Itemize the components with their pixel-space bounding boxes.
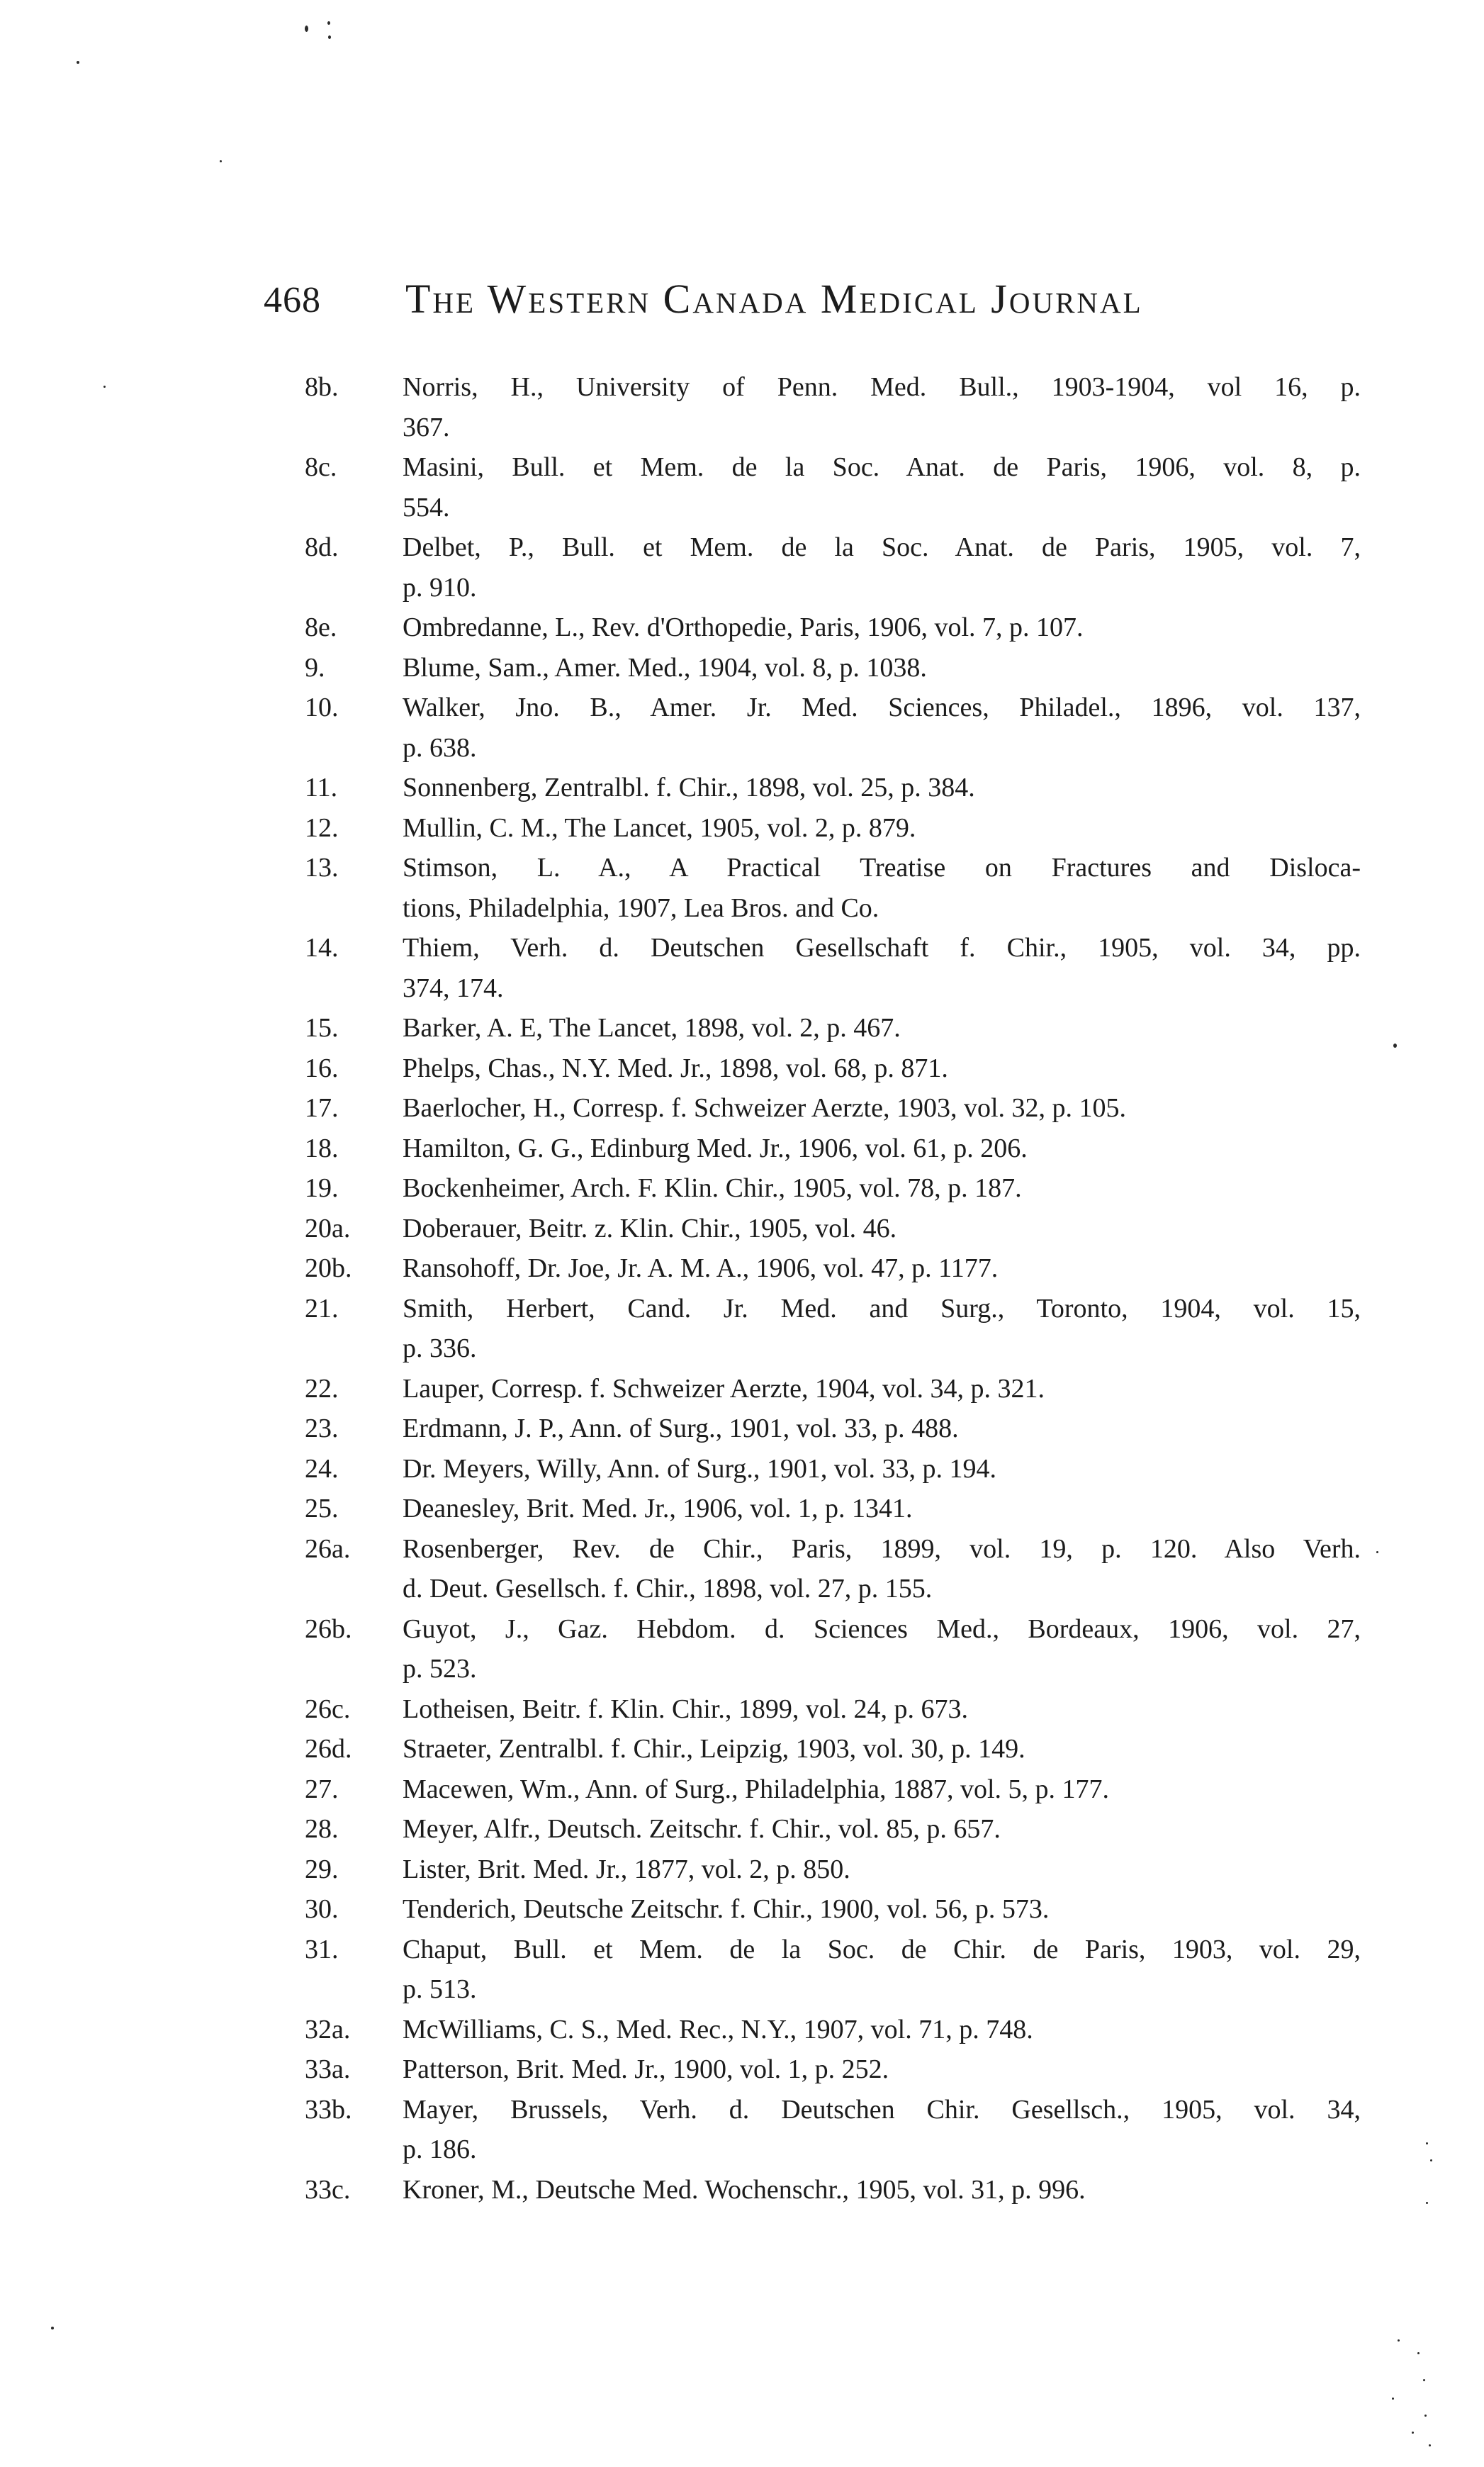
reference-entry <box>305 768 1361 808</box>
reference-citation <box>403 1889 1361 1930</box>
reference-number: 15. <box>305 1013 339 1043</box>
reference-number: 8e. <box>305 612 337 642</box>
reference-entry <box>305 1930 1361 2010</box>
scan-speck <box>1393 1044 1397 1048</box>
reference-citation <box>403 1008 1361 1048</box>
citation-line: Masini, Bull. et Mem. de la Soc. Anat. de Paris, 1906, vol. 8, p. <box>403 452 1361 482</box>
citation-line: Meyer, Alfr., Deutsch. Zeitschr. f. Chir., vol. 85, p. 657. <box>403 1814 1001 1844</box>
reference-citation <box>403 367 1361 447</box>
scan-speck <box>1398 2339 1400 2342</box>
reference-number: 12. <box>305 812 339 843</box>
reference-citation <box>403 1289 1361 1369</box>
reference-entry <box>305 848 1361 928</box>
reference-entry <box>305 608 1361 648</box>
citation-line: Lotheisen, Beitr. f. Klin. Chir., 1899, vol. 24, p. 673. <box>403 1694 968 1724</box>
citation-line: Deanesley, Brit. Med. Jr., 1906, vol. 1, p. 1341. <box>403 1494 913 1523</box>
reference-citation <box>403 2090 1361 2170</box>
reference-entry <box>305 1289 1361 1369</box>
reference-citation <box>403 2049 1361 2090</box>
reference-number: 11. <box>305 773 338 802</box>
reference-entry <box>305 1889 1361 1930</box>
citation-line: Macewen, Wm., Ann. of Surg., Philadelphia, 1887, vol. 5, p. 177. <box>403 1774 1110 1804</box>
reference-citation <box>403 1609 1361 1689</box>
citation-line: Thiem, Verh. d. Deutschen Gesellschaft f. Chir., 1905, vol. 34, pp. <box>403 933 1361 963</box>
reference-entry <box>305 928 1361 1008</box>
scan-speck <box>220 160 222 162</box>
reference-entry <box>305 1409 1361 1449</box>
citation-line: Mayer, Brussels, Verh. d. Deutschen Chir. Gesellsch., 1905, vol. 34, <box>403 2094 1361 2125</box>
reference-citation <box>403 928 1361 1008</box>
reference-number: 8c. <box>305 452 337 482</box>
reference-citation <box>403 1048 1361 1089</box>
reference-citation <box>403 1930 1361 2010</box>
scan-speck <box>1417 2352 1420 2354</box>
reference-citation <box>403 1689 1361 1730</box>
reference-entry <box>305 2170 1361 2210</box>
reference-number: 18. <box>305 1133 339 1163</box>
reference-number: 13. <box>305 853 339 883</box>
reference-entry <box>305 1729 1361 1769</box>
citation-line: Tenderich, Deutsche Zeitschr. f. Chir., 1900, vol. 56, p. 573. <box>403 1894 1050 1924</box>
reference-entry <box>305 1609 1361 1689</box>
reference-citation <box>403 1529 1361 1609</box>
reference-number: 33c. <box>305 2174 351 2205</box>
reference-citation <box>403 1449 1361 1489</box>
reference-entry <box>305 1850 1361 1890</box>
reference-citation <box>403 1850 1361 1890</box>
citation-line: p. 638. <box>403 732 477 763</box>
scan-speck <box>327 21 330 25</box>
reference-number: 24. <box>305 1453 339 1484</box>
citation-line: p. 186. <box>403 2135 477 2164</box>
citation-line: Baerlocher, H., Corresp. f. Schweizer Aerzte, 1903, vol. 32, p. 105. <box>403 1093 1127 1123</box>
citation-line: Ransohoff, Dr. Joe, Jr. A. M. A., 1906, vol. 47, p. 1177. <box>403 1253 999 1283</box>
reference-entry <box>305 1809 1361 1850</box>
reference-entry <box>305 447 1361 527</box>
reference-entry <box>305 1369 1361 1409</box>
citation-line: Walker, Jno. B., Amer. Jr. Med. Sciences, Philadel., 1896, vol. 137, <box>403 693 1361 722</box>
reference-citation <box>403 1088 1361 1129</box>
reference-number: 26a. <box>305 1533 351 1564</box>
scan-speck <box>1392 2398 1394 2400</box>
scan-speck <box>1376 1551 1378 1553</box>
reference-citation <box>403 688 1361 768</box>
reference-entry <box>305 1209 1361 1249</box>
citation-line: Blume, Sam., Amer. Med., 1904, vol. 8, p. 1038. <box>403 652 927 683</box>
scan-speck <box>51 2327 54 2329</box>
citation-line: Delbet, P., Bull. et Mem. de la Soc. Anat. de Paris, 1905, vol. 7, <box>403 532 1361 562</box>
journal-title: The Western Canada Medical Journal <box>405 276 1143 322</box>
reference-citation <box>403 1369 1361 1409</box>
reference-citation <box>403 1409 1361 1449</box>
reference-number: 26c. <box>305 1694 351 1724</box>
reference-entry <box>305 808 1361 849</box>
reference-number: 8b. <box>305 372 339 402</box>
citation-line: Lister, Brit. Med. Jr., 1877, vol. 2, p. 850. <box>403 1854 850 1884</box>
citation-line: p. 336. <box>403 1333 477 1363</box>
citation-line: Chaput, Bull. et Mem. de la Soc. de Chir. de Paris, 1903, vol. 29, <box>403 1934 1361 1964</box>
scan-speck <box>328 35 331 39</box>
reference-entry <box>305 1248 1361 1289</box>
reference-entry <box>305 1769 1361 1810</box>
citation-line: Erdmann, J. P., Ann. of Surg., 1901, vol. 33, p. 488. <box>403 1414 959 1443</box>
citation-line: Barker, A. E, The Lancet, 1898, vol. 2, p. 467. <box>403 1013 901 1043</box>
citation-line: Guyot, J., Gaz. Hebdom. d. Sciences Med., Bordeaux, 1906, vol. 27, <box>403 1613 1361 1644</box>
reference-number: 20a. <box>305 1213 351 1243</box>
reference-citation <box>403 808 1361 849</box>
citation-line: Patterson, Brit. Med. Jr., 1900, vol. 1, p. 252. <box>403 2054 889 2084</box>
scan-speck <box>103 386 106 388</box>
reference-number: 31. <box>305 1934 339 1964</box>
reference-citation <box>403 608 1361 648</box>
reference-citation <box>403 1209 1361 1249</box>
reference-citation <box>403 848 1361 928</box>
citation-line: Stimson, L. A., A Practical Treatise on Fractures and Disloca- <box>403 853 1361 883</box>
reference-entry <box>305 1048 1361 1089</box>
reference-number: 30. <box>305 1894 339 1924</box>
citation-line: Ombredanne, L., Rev. d'Orthopedie, Paris, 1906, vol. 7, p. 107. <box>403 612 1084 642</box>
citation-line: Bockenheimer, Arch. F. Klin. Chir., 1905, vol. 78, p. 187. <box>403 1173 1022 1203</box>
reference-citation <box>403 768 1361 808</box>
reference-number: 26d. <box>305 1734 352 1764</box>
reference-citation <box>403 2170 1361 2210</box>
reference-number: 17. <box>305 1093 339 1123</box>
reference-number: 32a. <box>305 2014 351 2044</box>
reference-number: 9. <box>305 652 325 683</box>
reference-entry <box>305 1689 1361 1730</box>
reference-number: 21. <box>305 1293 339 1324</box>
running-header <box>264 275 1327 339</box>
reference-entry <box>305 1008 1361 1048</box>
citation-line: 554. <box>403 492 450 522</box>
reference-entry <box>305 1168 1361 1209</box>
reference-citation <box>403 648 1361 688</box>
reference-entry <box>305 1088 1361 1129</box>
scan-speck <box>1429 2444 1431 2446</box>
citation-line: Mullin, C. M., The Lancet, 1905, vol. 2, p. 879. <box>403 812 916 843</box>
scan-speck <box>1424 2415 1427 2417</box>
citation-line: Kroner, M., Deutsche Med. Wochenschr., 1905, vol. 31, p. 996. <box>403 2174 1086 2205</box>
reference-number: 10. <box>305 693 339 722</box>
reference-citation <box>403 1489 1361 1529</box>
scan-speck <box>1426 2142 1428 2144</box>
citation-line: p. 910. <box>403 572 477 603</box>
reference-entry <box>305 1529 1361 1609</box>
reference-entry <box>305 2010 1361 2050</box>
reference-entry <box>305 367 1361 447</box>
reference-number: 27. <box>305 1774 339 1804</box>
reference-number: 22. <box>305 1373 339 1404</box>
reference-citation <box>403 1248 1361 1289</box>
citation-line: Lauper, Corresp. f. Schweizer Aerzte, 1904, vol. 34, p. 321. <box>403 1373 1045 1404</box>
reference-number: 23. <box>305 1414 339 1443</box>
reference-number: 20b. <box>305 1253 352 1283</box>
reference-citation <box>403 1809 1361 1850</box>
reference-entry <box>305 1449 1361 1489</box>
citation-line: Straeter, Zentralbl. f. Chir., Leipzig, 1903, vol. 30, p. 149. <box>403 1734 1025 1764</box>
scan-speck <box>1423 2379 1425 2381</box>
citation-line: tions, Philadelphia, 1907, Lea Bros. and Co. <box>403 893 879 923</box>
reference-entry <box>305 1129 1361 1169</box>
reference-citation <box>403 527 1361 608</box>
scan-speck <box>1430 2159 1432 2161</box>
citation-line: 367. <box>403 412 450 442</box>
reference-number: 8d. <box>305 532 339 562</box>
reference-number: 26b. <box>305 1613 352 1644</box>
citation-line: 374, 174. <box>403 973 504 1003</box>
reference-entry <box>305 527 1361 608</box>
page-number: 468 <box>264 280 321 320</box>
scan-speck <box>77 61 79 64</box>
citation-line: Hamilton, G. G., Edinburg Med. Jr., 1906, vol. 61, p. 206. <box>403 1133 1028 1163</box>
reference-citation <box>403 447 1361 527</box>
reference-number: 28. <box>305 1814 339 1844</box>
reference-entry <box>305 688 1361 768</box>
scan-speck <box>1412 2432 1414 2434</box>
reference-entry <box>305 2090 1361 2170</box>
scan-speck <box>305 26 308 32</box>
reference-number: 14. <box>305 933 339 963</box>
citation-line: Phelps, Chas., N.Y. Med. Jr., 1898, vol. 68, p. 871. <box>403 1053 948 1083</box>
citation-line: McWilliams, C. S., Med. Rec., N.Y., 1907, vol. 71, p. 748. <box>403 2014 1033 2044</box>
citation-line: Sonnenberg, Zentralbl. f. Chir., 1898, vol. 25, p. 384. <box>403 773 975 802</box>
scan-speck <box>1426 2202 1428 2204</box>
reference-entry <box>305 1489 1361 1529</box>
reference-citation <box>403 1168 1361 1209</box>
citation-line: p. 513. <box>403 1974 477 2004</box>
citation-line: Smith, Herbert, Cand. Jr. Med. and Surg., Toronto, 1904, vol. 15, <box>403 1293 1361 1324</box>
reference-list <box>305 367 1361 2210</box>
reference-citation <box>403 2010 1361 2050</box>
citation-line: d. Deut. Gesellsch. f. Chir., 1898, vol. 27, p. 155. <box>403 1574 933 1604</box>
reference-number: 33a. <box>305 2054 351 2084</box>
citation-line: Rosenberger, Rev. de Chir., Paris, 1899, vol. 19, p. 120. Also Verh. <box>403 1533 1361 1564</box>
citation-line: p. 523. <box>403 1654 477 1684</box>
reference-number: 29. <box>305 1854 339 1884</box>
citation-line: Norris, H., University of Penn. Med. Bull., 1903-1904, vol 16, p. <box>403 372 1361 402</box>
citation-line: Doberauer, Beitr. z. Klin. Chir., 1905, vol. 46. <box>403 1213 897 1243</box>
reference-number: 25. <box>305 1494 339 1523</box>
reference-number: 19. <box>305 1173 339 1203</box>
reference-citation <box>403 1729 1361 1769</box>
reference-number: 33b. <box>305 2094 352 2125</box>
reference-number: 16. <box>305 1053 339 1083</box>
reference-entry <box>305 2049 1361 2090</box>
reference-citation <box>403 1769 1361 1810</box>
reference-entry <box>305 648 1361 688</box>
citation-line: Dr. Meyers, Willy, Ann. of Surg., 1901, vol. 33, p. 194. <box>403 1453 996 1484</box>
reference-citation <box>403 1129 1361 1169</box>
